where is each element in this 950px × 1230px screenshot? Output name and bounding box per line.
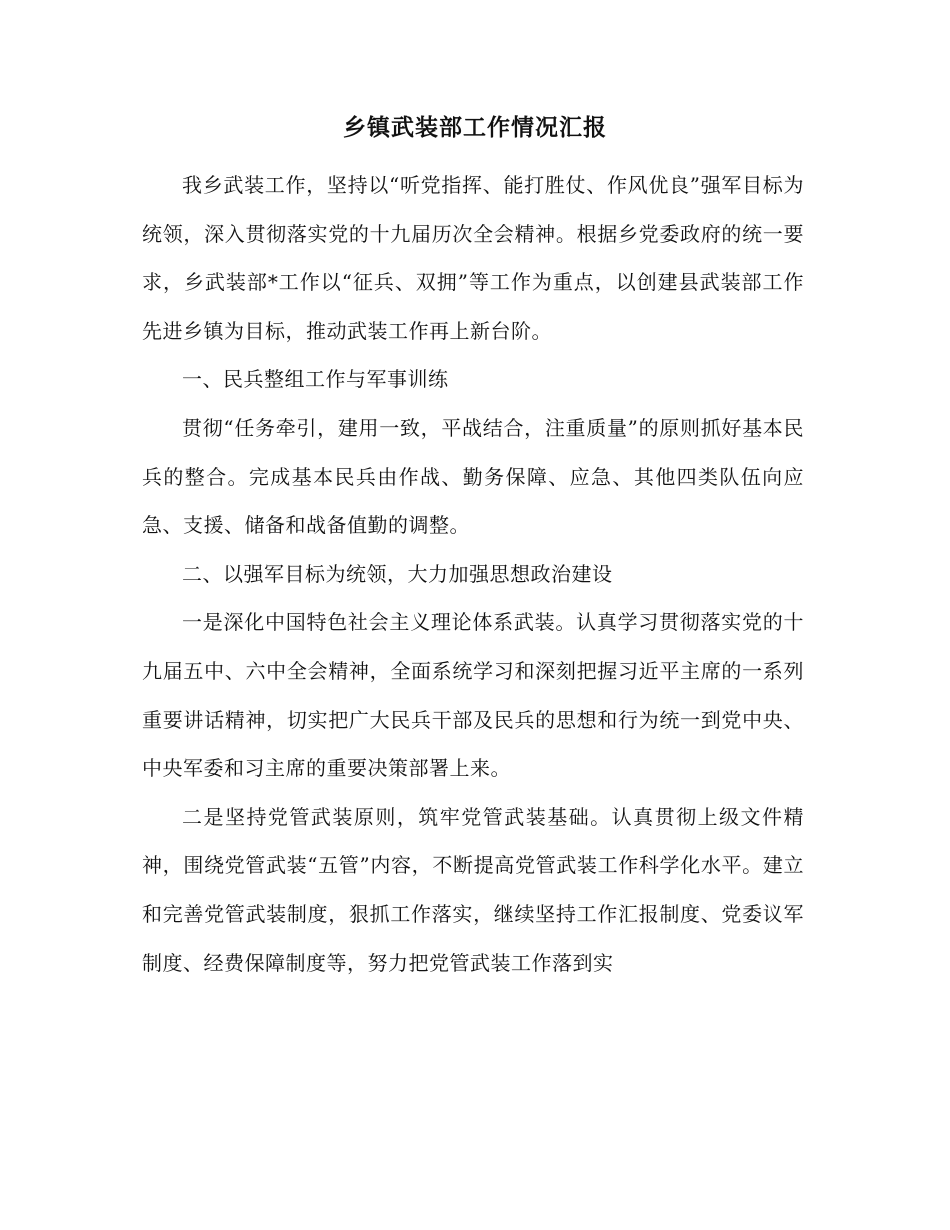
document-title: 乡镇武装部工作情况汇报 — [343, 114, 607, 141]
document-body — [142, 161, 804, 987]
section-heading-1: 一、民兵整组工作与军事训练 — [182, 367, 449, 392]
paragraph-party-armed: 二是坚持党管武装原则，筑牢党管武装基础。认真贯彻上级文件精神，围绕党管武装“五管”内容，不断提高党管武装工作科学化水平。建立和完善党管武装制度，狠抓工作落实，继续坚持工作汇报制度、党委议军制度、经费保障制度等，努力把党管武装工作落到实 — [142, 804, 804, 975]
paragraph-intro: 我乡武装工作，坚持以“听党指挥、能打胜仗、作风优良”强军目标为统领，深入贯彻落实党的十九届历次全会精神。根据乡党委政府的统一要求，乡武装部*工作以“征兵、双拥”等工作为重点，以创建县武装部工作先进乡镇为目标，推动武装工作再上新台阶。 — [142, 173, 804, 343]
section-heading-2: 二、以强军目标为统领，大力加强思想政治建设 — [182, 561, 613, 586]
paragraph-militia-reorg: 贯彻“任务牵引，建用一致，平战结合，注重质量”的原则抓好基本民兵的整合。完成基本民兵由作战、勤务保障、应急、其他四类队伍向应急、支援、储备和战备值勤的调整。 — [142, 415, 804, 538]
paragraph-theory-study: 一是深化中国特色社会主义理论体系武装。认真学习贯彻落实党的十九届五中、六中全会精神，全面系统学习和深刻把握习近平主席的一系列重要讲话精神，切实把广大民兵干部及民兵的思想和行为统一到党中央、中央军委和习主席的重要决策部署上来。 — [142, 610, 804, 781]
